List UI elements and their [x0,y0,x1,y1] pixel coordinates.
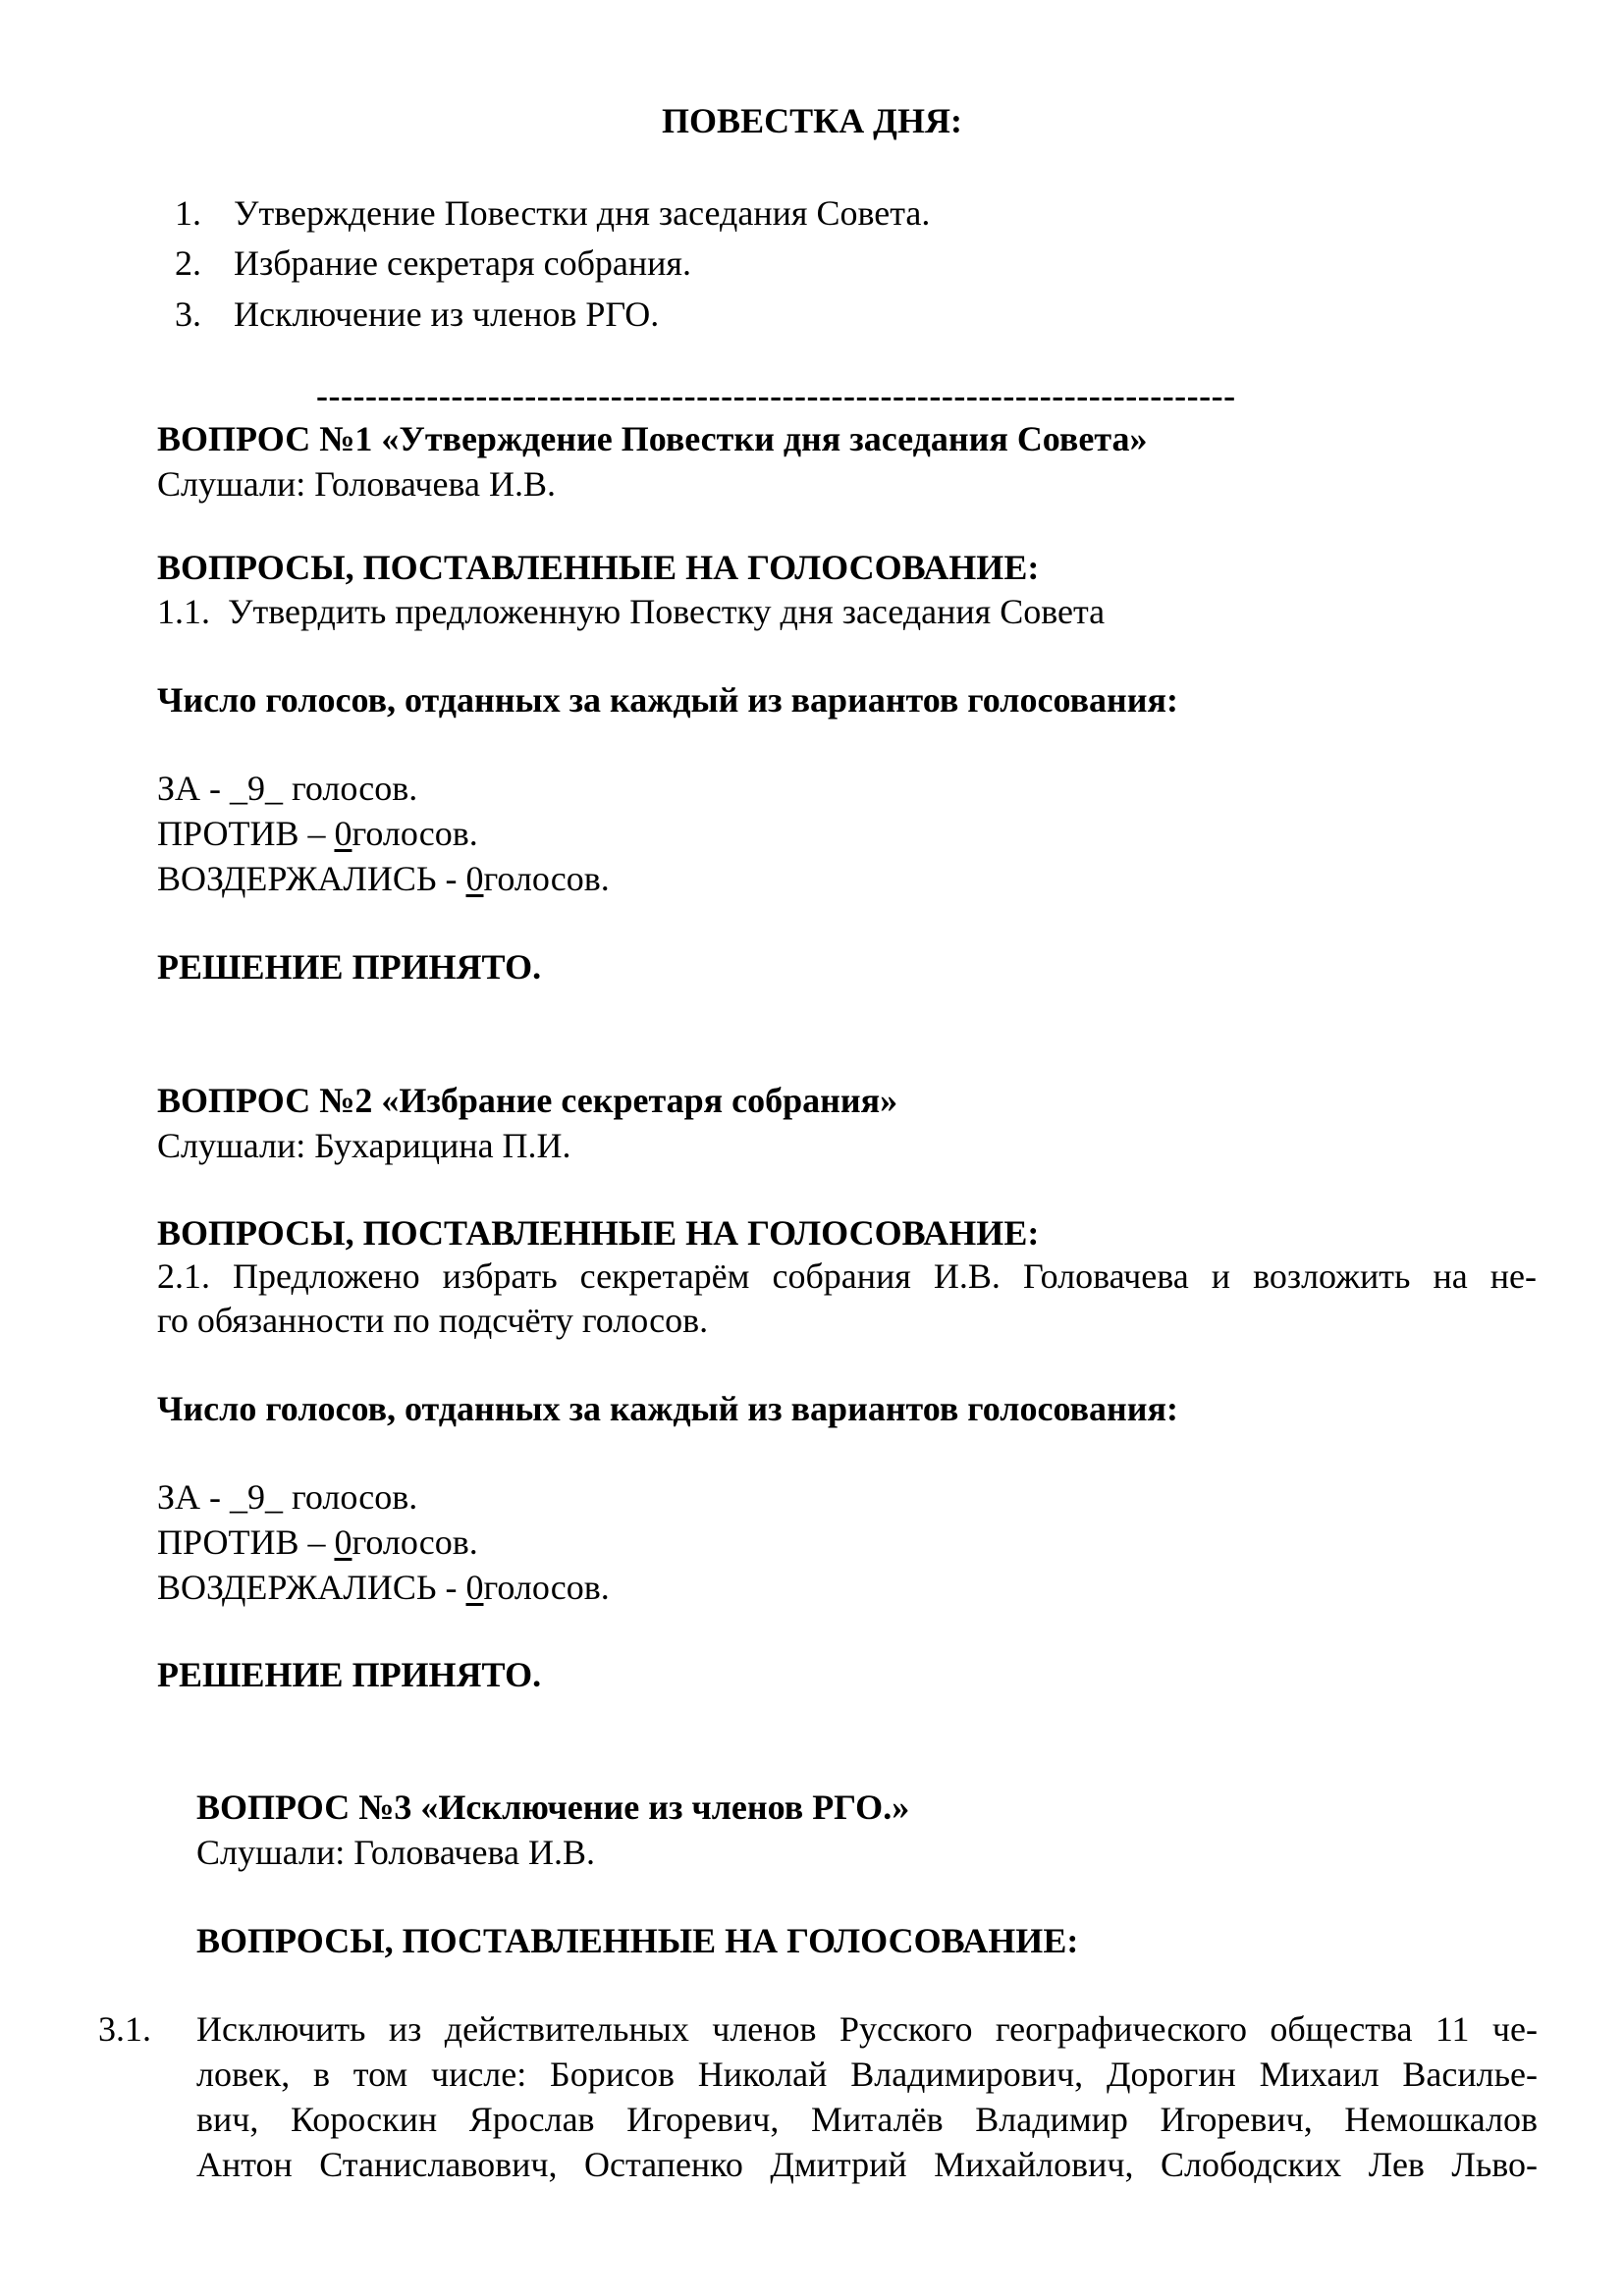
question-2-voting-heading: ВОПРОСЫ, ПОСТАВЛЕННЫЕ НА ГОЛОСОВАНИЕ: [157,1213,1040,1253]
votes-against-label: ПРОТИВ – [157,1522,335,1562]
question-1-item [157,589,1105,634]
question-1-heard: Слушали: Головачева И.В. [157,464,557,504]
question-2-votes-against [157,1520,478,1565]
question-3-item-line: Исключить из действительных членов Русского географического общества 11 че- [196,2009,1538,2049]
question-2-votes-for [157,1474,417,1520]
votes-for-suffix: голосов. [283,769,418,808]
question-3-item-line: ловек, в том числе: Борисов Николай Владимирович, Дорогин Михаил Василье- [196,2055,1538,2094]
question-1-heading: ВОПРОС №1 «Утверждение Повестки дня заседания Совета» [157,419,1148,458]
votes-abstain-label: ВОЗДЕРЖАЛИСЬ - [157,1568,466,1607]
question-1-item-text: Утвердить предложенную Повестку дня заседания Совета [228,592,1106,631]
question-2-item-line-1: 2.1. Предложено избрать секретарём собрания И.В. Головачева и возложить на не- [157,1256,1537,1296]
agenda-item-number: 3. [175,294,201,334]
votes-for-label: ЗА - [157,1477,231,1517]
question-3-heading: ВОПРОС №3 «Исключение из членов РГО.» [196,1788,910,1827]
question-1-votes-for [157,766,417,811]
votes-abstain-suffix: голосов. [483,859,610,898]
question-2-item-line-2: го обязанности по подсчёту голосов. [157,1301,709,1340]
votes-abstain-label: ВОЗДЕРЖАЛИСЬ - [157,859,466,898]
question-3-voting-heading: ВОПРОСЫ, ПОСТАВЛЕННЫЕ НА ГОЛОСОВАНИЕ: [196,1921,1079,1960]
question-2-votes-abstain [157,1565,610,1610]
votes-abstain-value: 0 [465,1568,484,1607]
agenda-title: ПОВЕСТКА ДНЯ: [662,101,962,140]
question-2-heard: Слушали: Бухарицина П.И. [157,1126,571,1165]
votes-abstain-value: 0 [465,859,484,898]
question-1-decision: РЕШЕНИЕ ПРИНЯТО. [157,947,542,987]
separator-line: --------------------------------------------------------------------------- [316,376,1236,415]
question-1-votes-against [157,811,478,856]
votes-against-suffix: голосов. [352,814,478,853]
votes-for-value: _9_ [230,1477,284,1517]
agenda-item-text: Исключение из членов РГО. [234,294,660,334]
votes-for-label: ЗА - [157,769,231,808]
question-2-decision: РЕШЕНИЕ ПРИНЯТО. [157,1655,542,1694]
question-1-voting-heading: ВОПРОСЫ, ПОСТАВЛЕННЫЕ НА ГОЛОСОВАНИЕ: [157,548,1040,587]
question-2-heading: ВОПРОС №2 «Избрание секретаря собрания» [157,1081,898,1120]
votes-against-value: 0 [334,1522,352,1562]
votes-against-value: 0 [334,814,352,853]
agenda-item [175,190,930,236]
question-2-votes-heading: Число голосов, отданных за каждый из вариантов голосования: [157,1389,1178,1428]
votes-for-value: _9_ [230,769,284,808]
question-1-votes-abstain [157,856,610,901]
votes-abstain-suffix: голосов. [483,1568,610,1607]
agenda-item-text: Избрание секретаря собрания. [234,243,691,283]
question-3-heard: Слушали: Головачева И.В. [196,1833,596,1872]
agenda-item-number: 2. [175,243,201,283]
agenda-item [175,240,691,286]
question-1-votes-heading: Число голосов, отданных за каждый из вариантов голосования: [157,680,1178,720]
question-3-item-line: вич, Короскин Ярослав Игоревич, Миталёв Владимир Игоревич, Немошкалов [196,2100,1538,2139]
question-3-item-line: Антон Станиславович, Остапенко Дмитрий Михайлович, Слободских Лев Льво- [196,2145,1538,2184]
agenda-item-text: Утверждение Повестки дня заседания Совета. [234,193,931,233]
votes-against-label: ПРОТИВ – [157,814,335,853]
question-3-item-number: 3.1. [98,2009,151,2049]
votes-for-suffix: голосов. [283,1477,418,1517]
agenda-item-number: 1. [175,193,201,233]
question-1-item-number: 1.1. [157,592,210,631]
votes-against-suffix: голосов. [352,1522,478,1562]
agenda-item [175,292,659,337]
